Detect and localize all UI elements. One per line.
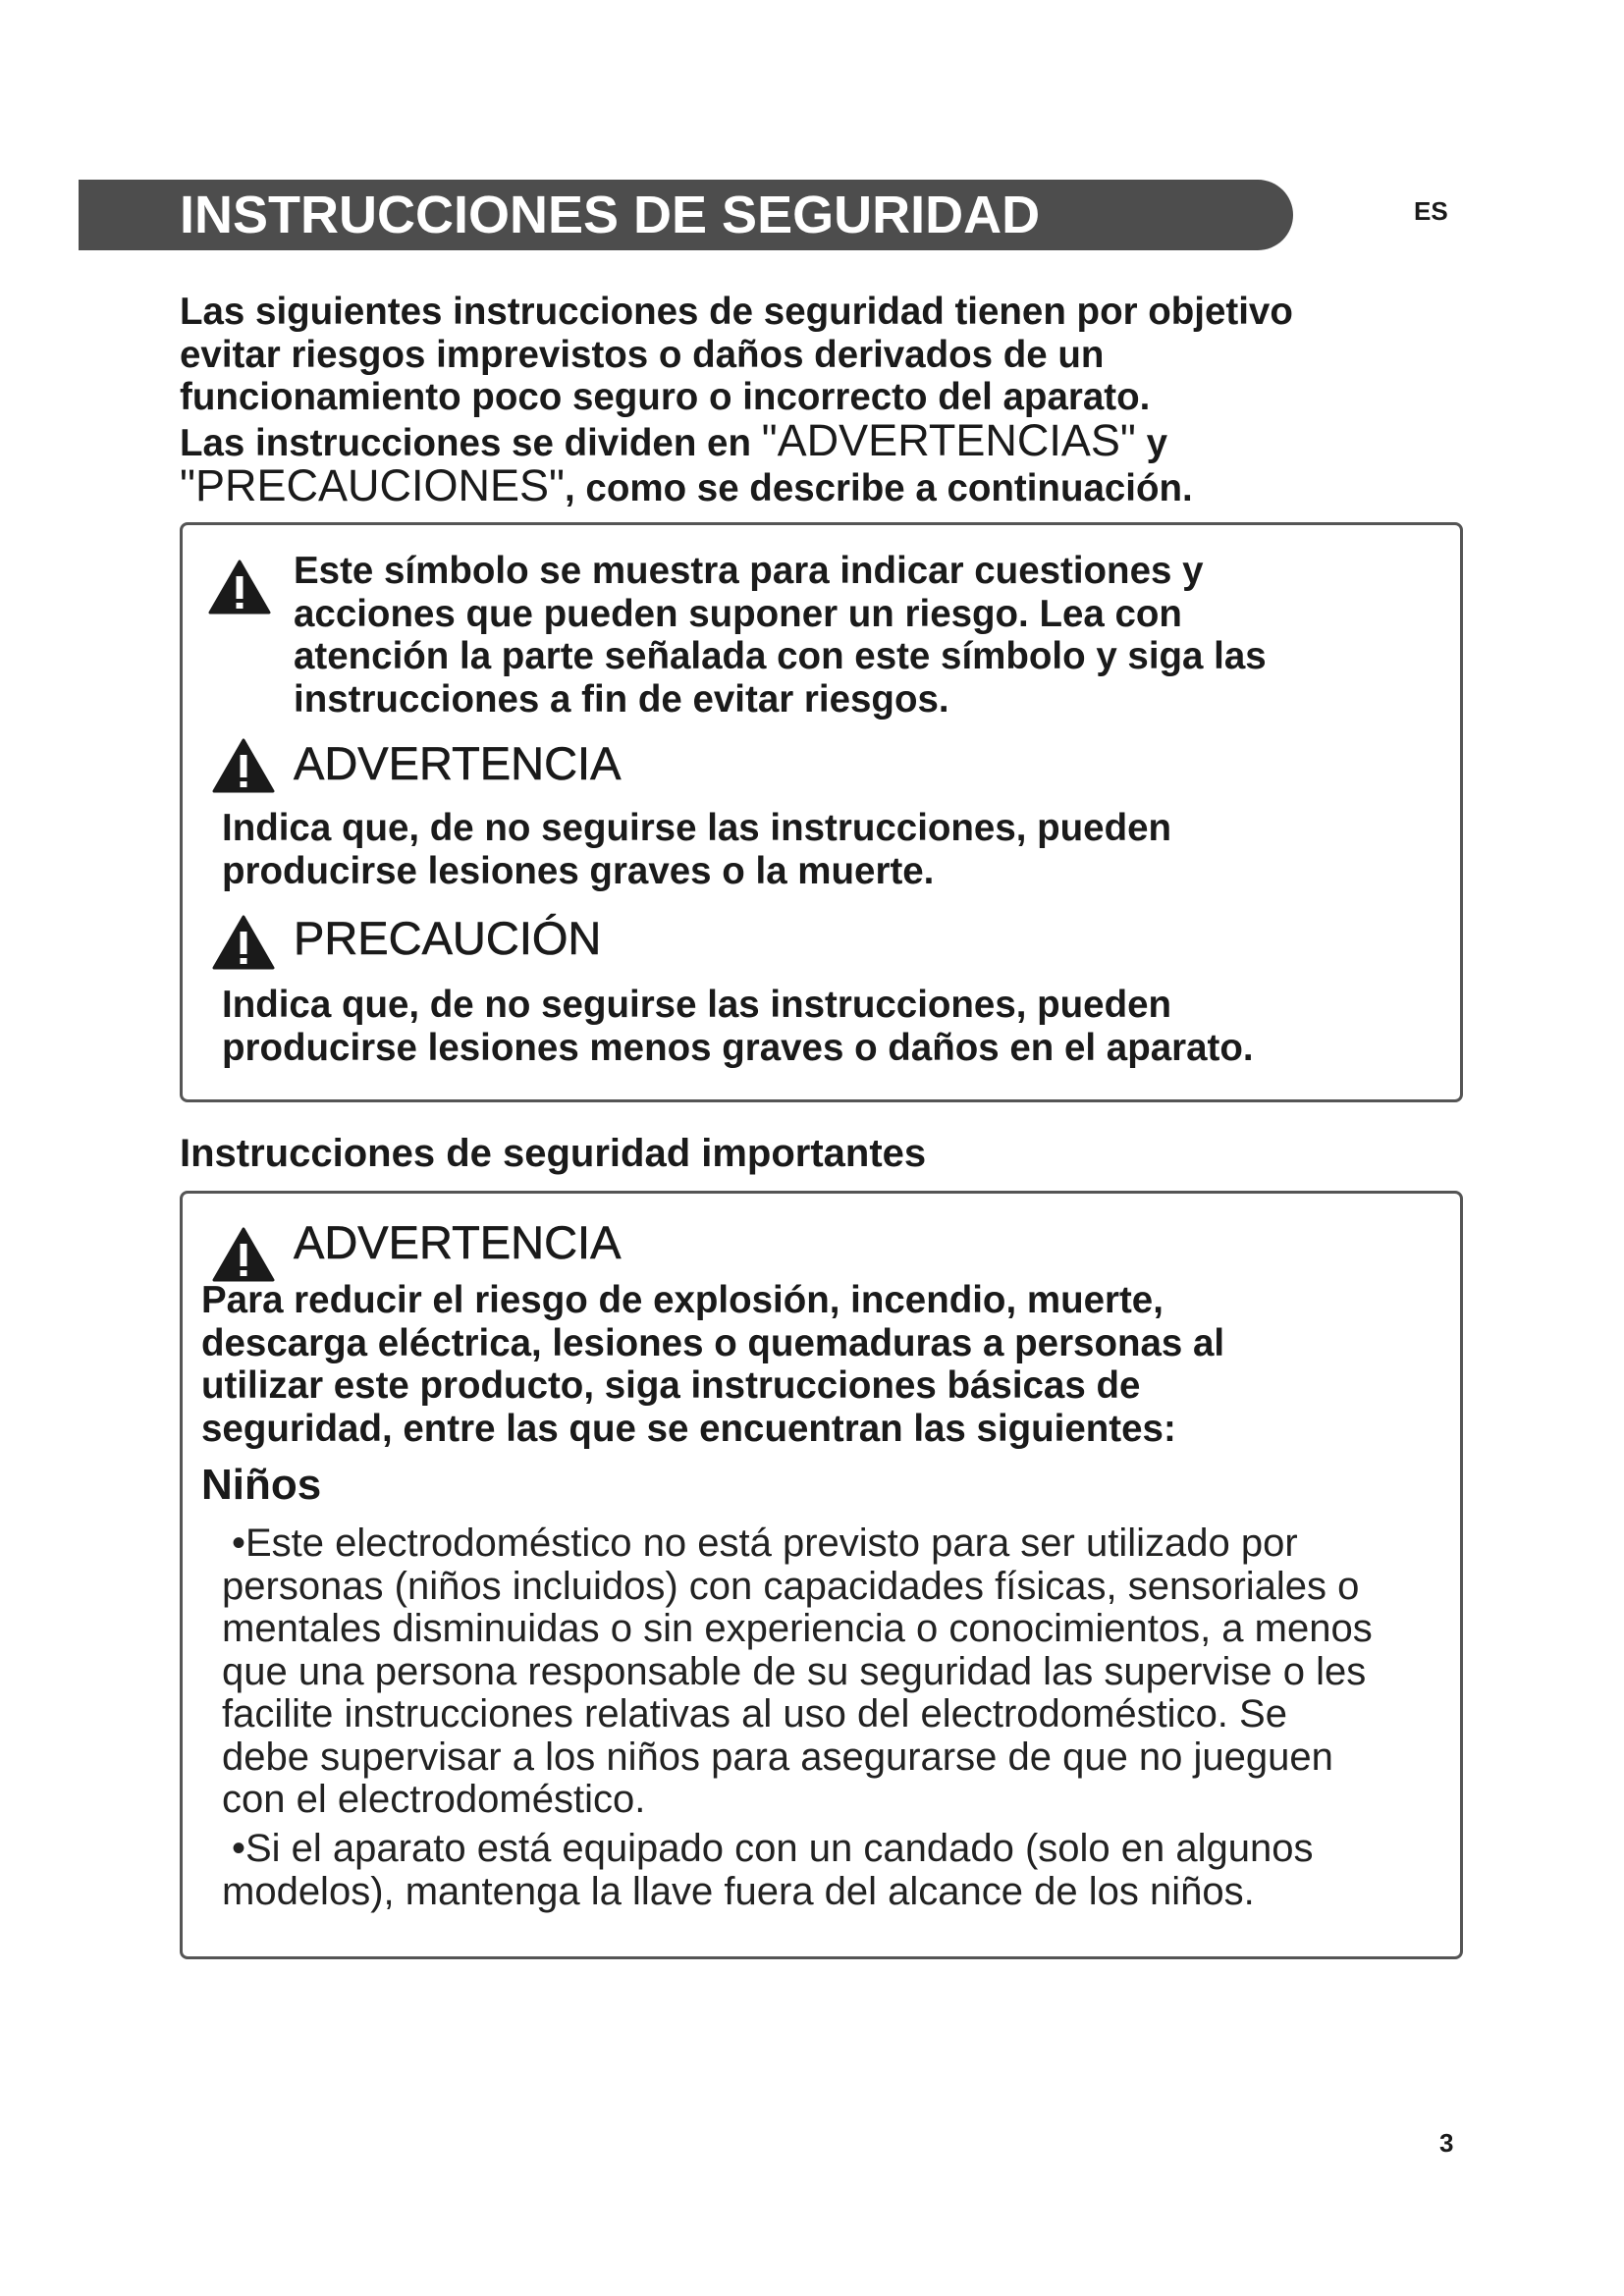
warning-heading: ADVERTENCIA [294, 737, 622, 789]
text-line: personas (niños incluidos) con capacidades físicas, sensoriales o [222, 1564, 1360, 1608]
intro-line5-suffix: , como se describe a continuación. [565, 467, 1193, 509]
intro-line [180, 414, 1476, 465]
intro-line: funcionamiento poco seguro o incorrecto del aparato. [180, 376, 1151, 418]
caution-heading: PRECAUCIÓN [294, 912, 602, 964]
intro-paragraph [180, 291, 1476, 510]
intro-line4-prefix: Las instrucciones se dividen en [180, 421, 762, 464]
text-line: producirse lesiones menos graves o daños en el aparato. [222, 1026, 1254, 1069]
advertencias-term: "ADVERTENCIAS" [761, 414, 1136, 465]
section-heading: Instrucciones de seguridad importantes [180, 1132, 927, 1175]
page-number: 3 [1439, 2128, 1454, 2158]
text-line: instrucciones a fin de evitar riesgos. [294, 677, 949, 721]
warning-heading: ADVERTENCIA [294, 1216, 622, 1268]
warning-description [222, 807, 1171, 892]
warning-triangle-icon [212, 738, 275, 793]
text-line: Indica que, de no seguirse las instrucciones, pueden [222, 984, 1172, 1026]
text-line: mentales disminuidas o sin experiencia o conocimientos, a menos [222, 1607, 1373, 1650]
text-line: acciones que pueden suponer un riesgo. Lea con [294, 592, 1182, 635]
intro-line [180, 460, 1476, 510]
intro-line4-suffix: y [1135, 421, 1167, 464]
text-line: Para reducir el riesgo de explosión, incendio, muerte, [201, 1279, 1164, 1321]
text-line: modelos), mantenga la llave fuera del alcance de los niños. [222, 1869, 1255, 1913]
warning-triangle-icon [212, 1227, 275, 1282]
page-title: INSTRUCCIONES DE SEGURIDAD [180, 186, 1041, 244]
bullet-item [222, 1828, 1313, 1913]
symbol-explanation [294, 550, 1267, 721]
text-line: Indica que, de no seguirse las instrucciones, pueden [222, 807, 1172, 849]
precauciones-term: "PRECAUCIONES" [180, 460, 566, 510]
text-line: Este símbolo se muestra para indicar cuestiones y [294, 550, 1204, 592]
warning-description [201, 1279, 1224, 1450]
text-line: facilite instrucciones relativas al uso del electrodoméstico. Se [222, 1692, 1287, 1735]
bullet-item [222, 1522, 1373, 1822]
text-line: utilizar este producto, siga instrucciones básicas de [201, 1364, 1141, 1407]
text-line: con el electrodoméstico. [222, 1778, 646, 1821]
text-line: •Este electrodoméstico no está previsto para ser utilizado por [232, 1522, 1298, 1565]
caution-description [222, 984, 1254, 1069]
text-line: seguridad, entre las que se encuentran las siguientes: [201, 1407, 1176, 1450]
children-section-title: Niños [201, 1461, 322, 1509]
text-line: •Si el aparato está equipado con un candado (solo en algunos [232, 1827, 1314, 1870]
intro-line: evitar riesgos imprevistos o daños derivados de un [180, 333, 1105, 376]
text-line: atención la parte señalada con este símbolo y siga las [294, 635, 1267, 677]
warning-triangle-icon [212, 915, 275, 970]
text-line: descarga eléctrica, lesiones o quemaduras a personas al [201, 1321, 1225, 1364]
text-line: debe supervisar a los niños para asegurarse de que no jueguen [222, 1735, 1333, 1779]
warning-triangle-icon [208, 560, 271, 614]
intro-line: Las siguientes instrucciones de seguridad tienen por objetivo [180, 291, 1293, 333]
text-line: que una persona responsable de su seguridad las supervise o les [222, 1649, 1367, 1693]
text-line: producirse lesiones graves o la muerte. [222, 849, 935, 892]
language-code: ES [1414, 196, 1448, 226]
